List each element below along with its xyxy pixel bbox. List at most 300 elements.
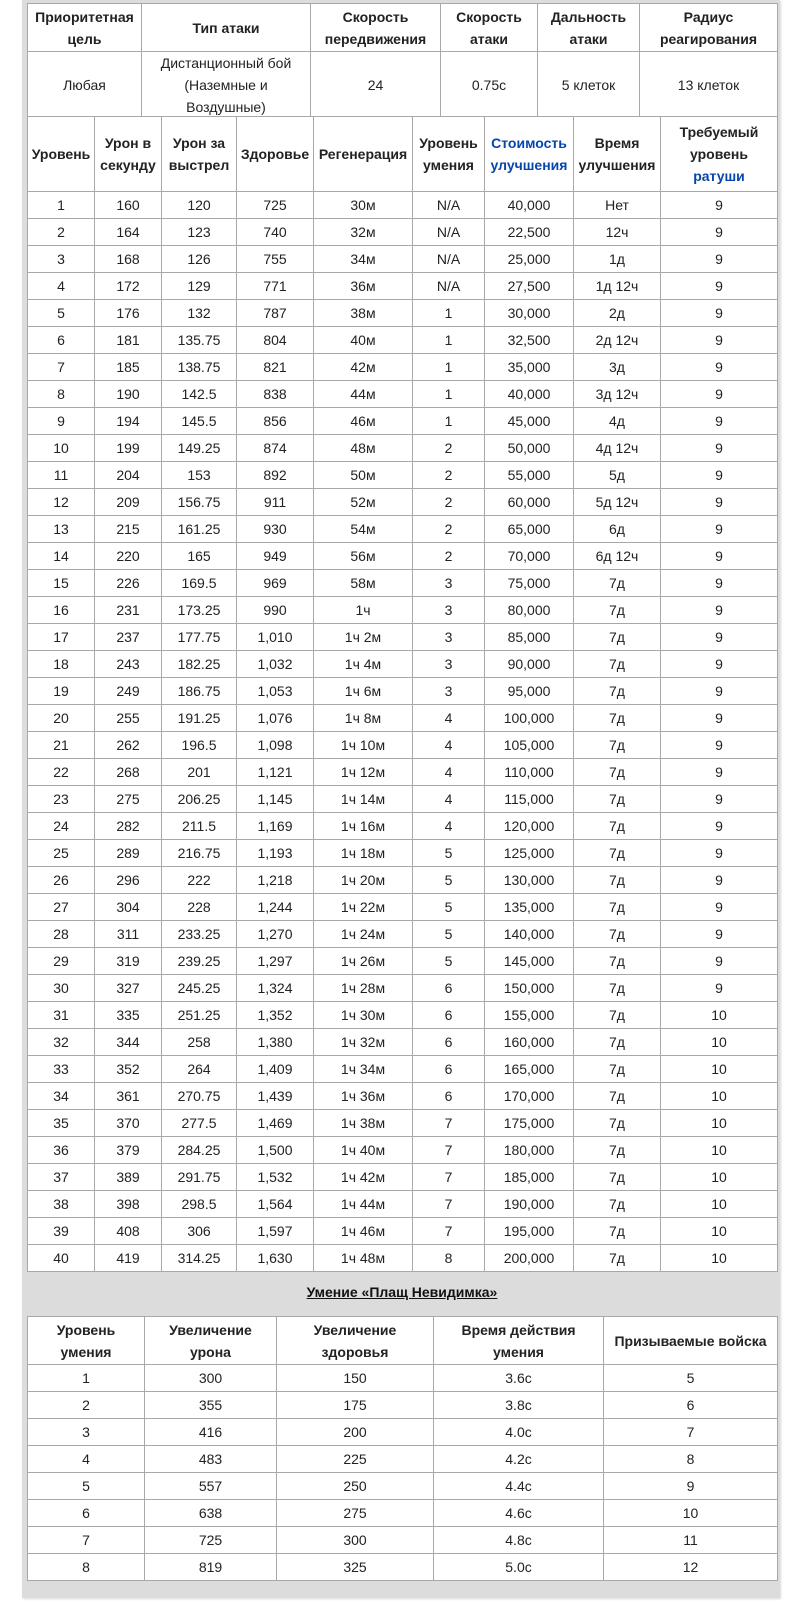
table-cell: 228 [162, 894, 237, 921]
table-cell: 9 [661, 435, 778, 462]
table-cell: 5 [413, 840, 485, 867]
table-cell: 215 [95, 516, 162, 543]
skill-body [28, 1365, 778, 1581]
table-cell: 9 [661, 273, 778, 300]
table-cell: 149.25 [162, 435, 237, 462]
table-cell: 6 [413, 1056, 485, 1083]
table-cell: 408 [95, 1218, 162, 1245]
table-cell: 9 [661, 894, 778, 921]
table-cell: 20 [28, 705, 95, 732]
table-cell: 1,532 [237, 1164, 314, 1191]
table-cell: 129 [162, 273, 237, 300]
table-cell: 14 [28, 543, 95, 570]
table-cell: 160 [95, 192, 162, 219]
table-cell: 4 [413, 813, 485, 840]
table-cell: 5 [413, 921, 485, 948]
table-cell: 10 [28, 435, 95, 462]
table-cell: 173.25 [162, 597, 237, 624]
table-cell: 85,000 [485, 624, 574, 651]
table-cell: 638 [145, 1500, 277, 1527]
table-cell: 22,500 [485, 219, 574, 246]
table-cell: 1ч 30м [314, 1002, 413, 1029]
table-cell: 7д [574, 1245, 661, 1272]
table-cell: 5 [28, 1473, 145, 1500]
table-cell: 7 [604, 1419, 778, 1446]
table-cell: 3 [413, 624, 485, 651]
table-cell: 1,439 [237, 1083, 314, 1110]
table-cell: 18 [28, 651, 95, 678]
table-cell: 123 [162, 219, 237, 246]
skill-header-level: Уровень умения [28, 1317, 145, 1365]
table-cell: 4.8с [434, 1527, 604, 1554]
table-cell: 10 [661, 1056, 778, 1083]
table-cell: 4 [413, 732, 485, 759]
table-cell: 39 [28, 1218, 95, 1245]
table-cell: 9 [661, 246, 778, 273]
table-cell: 2 [413, 543, 485, 570]
table-cell: 9 [661, 381, 778, 408]
table-cell: 9 [661, 354, 778, 381]
table-cell: 7 [28, 354, 95, 381]
table-cell: 1,145 [237, 786, 314, 813]
table-cell: 296 [95, 867, 162, 894]
table-row [28, 759, 778, 786]
table-cell: 9 [661, 462, 778, 489]
table-cell: 226 [95, 570, 162, 597]
table-row [28, 354, 778, 381]
table-cell: 8 [413, 1245, 485, 1272]
table-cell: 3.6с [434, 1365, 604, 1392]
table-cell: 7д [574, 570, 661, 597]
table-cell: 9 [661, 813, 778, 840]
table-cell: 180,000 [485, 1137, 574, 1164]
table-row [28, 1527, 778, 1554]
table-cell: 12 [28, 489, 95, 516]
table-cell: 24 [28, 813, 95, 840]
table-cell: 145,000 [485, 948, 574, 975]
table-cell: 9 [661, 516, 778, 543]
table-cell: 7д [574, 705, 661, 732]
table-cell: 32м [314, 219, 413, 246]
table-cell: 35,000 [485, 354, 574, 381]
table-cell: 12ч [574, 219, 661, 246]
table-cell: 95,000 [485, 678, 574, 705]
table-row [28, 624, 778, 651]
table-cell: 9 [661, 408, 778, 435]
table-cell: 6 [28, 1500, 145, 1527]
table-cell: 5 [28, 300, 95, 327]
table-cell: 40,000 [485, 192, 574, 219]
table-cell: 10 [661, 1137, 778, 1164]
table-cell: 3д [574, 354, 661, 381]
header-level: Уровень [28, 117, 95, 192]
table-cell: 32 [28, 1029, 95, 1056]
table-cell: 282 [95, 813, 162, 840]
table-cell: 37 [28, 1164, 95, 1191]
table-cell: 21 [28, 732, 95, 759]
table-row [28, 1392, 778, 1419]
table-row [28, 246, 778, 273]
table-cell: 90,000 [485, 651, 574, 678]
table-cell: 277.5 [162, 1110, 237, 1137]
table-cell: 4 [28, 273, 95, 300]
table-cell: Нет [574, 192, 661, 219]
table-cell: 126 [162, 246, 237, 273]
info-value-row [28, 52, 778, 119]
table-cell: 1,218 [237, 867, 314, 894]
table-cell: 233.25 [162, 921, 237, 948]
table-cell: 821 [237, 354, 314, 381]
table-row [28, 327, 778, 354]
table-cell: 9 [661, 759, 778, 786]
table-cell: 29 [28, 948, 95, 975]
table-row [28, 1110, 778, 1137]
table-cell: 7д [574, 651, 661, 678]
content-panel [22, 0, 780, 1598]
table-cell: 969 [237, 570, 314, 597]
table-cell: 191.25 [162, 705, 237, 732]
table-row [28, 1056, 778, 1083]
table-cell: 120,000 [485, 813, 574, 840]
table-cell: 40,000 [485, 381, 574, 408]
table-row [28, 840, 778, 867]
table-cell: 7д [574, 840, 661, 867]
table-cell: 9 [661, 678, 778, 705]
table-cell: 7 [413, 1218, 485, 1245]
table-cell: 7 [413, 1137, 485, 1164]
table-cell: 311 [95, 921, 162, 948]
info-attack-speed: 0.75с [441, 52, 538, 119]
table-cell: 30 [28, 975, 95, 1002]
table-cell: 3.8с [434, 1392, 604, 1419]
table-cell: 9 [661, 840, 778, 867]
table-cell: 7д [574, 1029, 661, 1056]
table-row [28, 1554, 778, 1581]
table-cell: 48м [314, 435, 413, 462]
skill-title: Умение «Плащ Невидимка» [306, 1284, 498, 1300]
table-cell: 398 [95, 1191, 162, 1218]
table-cell: 1 [413, 354, 485, 381]
table-cell: 7д [574, 732, 661, 759]
table-cell: 115,000 [485, 786, 574, 813]
table-cell: 258 [162, 1029, 237, 1056]
table-cell: 7д [574, 1083, 661, 1110]
table-row [28, 543, 778, 570]
table-cell: 1ч 12м [314, 759, 413, 786]
table-cell: 4 [413, 759, 485, 786]
table-cell: 135,000 [485, 894, 574, 921]
table-cell: 70,000 [485, 543, 574, 570]
table-cell: 25,000 [485, 246, 574, 273]
table-cell: 34м [314, 246, 413, 273]
table-cell: 771 [237, 273, 314, 300]
table-cell: 1 [28, 1365, 145, 1392]
table-cell: 2 [28, 219, 95, 246]
table-row [28, 219, 778, 246]
table-cell: 9 [661, 705, 778, 732]
table-cell: 177.75 [162, 624, 237, 651]
table-cell: 1ч 42м [314, 1164, 413, 1191]
table-cell: 856 [237, 408, 314, 435]
table-cell: 7д [574, 1056, 661, 1083]
table-cell: 150,000 [485, 975, 574, 1002]
info-header-search-radius: Радиус реагирования [640, 4, 778, 52]
table-cell: 819 [145, 1554, 277, 1581]
table-cell: 10 [604, 1500, 778, 1527]
table-cell: 1,098 [237, 732, 314, 759]
table-cell: 165 [162, 543, 237, 570]
table-cell: 44м [314, 381, 413, 408]
table-cell: 36 [28, 1137, 95, 1164]
table-cell: 3д 12ч [574, 381, 661, 408]
table-cell: 7д [574, 624, 661, 651]
header-regeneration: Регенерация [314, 117, 413, 192]
table-cell: 1,597 [237, 1218, 314, 1245]
table-cell: 172 [95, 273, 162, 300]
table-cell: 6д 12ч [574, 543, 661, 570]
table-cell: 80,000 [485, 597, 574, 624]
table-cell: 1ч 36м [314, 1083, 413, 1110]
table-cell: 23 [28, 786, 95, 813]
table-cell: 138.75 [162, 354, 237, 381]
table-cell: 255 [95, 705, 162, 732]
table-cell: 10 [661, 1083, 778, 1110]
table-cell: 270.75 [162, 1083, 237, 1110]
table-cell: 9 [661, 948, 778, 975]
table-cell: 1ч 40м [314, 1137, 413, 1164]
table-cell: 5 [413, 894, 485, 921]
table-cell: 1,193 [237, 840, 314, 867]
table-cell: 27,500 [485, 273, 574, 300]
table-cell: 165,000 [485, 1056, 574, 1083]
table-cell: 7д [574, 921, 661, 948]
table-cell: 1,409 [237, 1056, 314, 1083]
table-cell: 1 [413, 381, 485, 408]
skill-header-duration: Время действия умения [434, 1317, 604, 1365]
table-row [28, 1164, 778, 1191]
table-cell: 1ч 14м [314, 786, 413, 813]
table-row [28, 408, 778, 435]
info-header-attack-range: Дальность атаки [538, 4, 640, 52]
table-cell: 7д [574, 678, 661, 705]
table-cell: 16 [28, 597, 95, 624]
table-cell: 194 [95, 408, 162, 435]
table-cell: 419 [95, 1245, 162, 1272]
table-cell: 1,010 [237, 624, 314, 651]
table-cell: 36м [314, 273, 413, 300]
table-cell: 740 [237, 219, 314, 246]
table-cell: 249 [95, 678, 162, 705]
table-cell: 30,000 [485, 300, 574, 327]
table-cell: 11 [604, 1527, 778, 1554]
table-cell: 4.4с [434, 1473, 604, 1500]
info-header-movement-speed: Скорость передвижения [311, 4, 441, 52]
table-cell: 1ч 4м [314, 651, 413, 678]
table-cell: 1ч 44м [314, 1191, 413, 1218]
table-cell: 7д [574, 1002, 661, 1029]
table-cell: 6 [413, 1029, 485, 1056]
table-cell: 1,352 [237, 1002, 314, 1029]
table-cell: 220 [95, 543, 162, 570]
table-cell: 2 [413, 516, 485, 543]
table-cell: 1,169 [237, 813, 314, 840]
skill-header-damage-increase: Увеличение урона [145, 1317, 277, 1365]
table-cell: 6 [413, 975, 485, 1002]
table-cell: 1 [28, 192, 95, 219]
table-cell: 7 [413, 1191, 485, 1218]
levels-body [28, 192, 778, 1272]
table-cell: 1ч 38м [314, 1110, 413, 1137]
skill-header-summoned-troops: Призываемые войска [604, 1317, 778, 1365]
table-cell: 8 [28, 381, 95, 408]
table-cell: 7д [574, 867, 661, 894]
table-row [28, 867, 778, 894]
table-cell: 6д [574, 516, 661, 543]
table-cell: 175 [277, 1392, 434, 1419]
table-cell: 58м [314, 570, 413, 597]
table-row [28, 489, 778, 516]
table-cell: 6 [413, 1083, 485, 1110]
table-row [28, 678, 778, 705]
table-cell: 2д 12ч [574, 327, 661, 354]
table-cell: 325 [277, 1554, 434, 1581]
table-cell: 2 [413, 489, 485, 516]
table-cell: 25 [28, 840, 95, 867]
table-row [28, 1137, 778, 1164]
table-cell: 12 [604, 1554, 778, 1581]
table-cell: 1ч 22м [314, 894, 413, 921]
table-cell: 40м [314, 327, 413, 354]
table-cell: 3 [413, 570, 485, 597]
table-cell: 10 [661, 1218, 778, 1245]
table-cell: 1ч 24м [314, 921, 413, 948]
table-cell: 10 [661, 1029, 778, 1056]
table-cell: 211.5 [162, 813, 237, 840]
info-header-row [28, 4, 778, 52]
table-cell: 7д [574, 1164, 661, 1191]
table-cell: 1,076 [237, 705, 314, 732]
table-cell: 725 [237, 192, 314, 219]
table-cell: 7д [574, 786, 661, 813]
info-search-radius: 13 клеток [640, 52, 778, 119]
table-cell: 50м [314, 462, 413, 489]
table-cell: 3 [413, 597, 485, 624]
table-cell: 130,000 [485, 867, 574, 894]
table-cell: 370 [95, 1110, 162, 1137]
table-cell: 874 [237, 435, 314, 462]
table-cell: 27 [28, 894, 95, 921]
table-cell: 55,000 [485, 462, 574, 489]
table-cell: 42м [314, 354, 413, 381]
table-cell: 1,564 [237, 1191, 314, 1218]
table-cell: 9 [661, 624, 778, 651]
table-cell: 7д [574, 1218, 661, 1245]
table-cell: 9 [661, 489, 778, 516]
table-cell: 190 [95, 381, 162, 408]
table-cell: 28 [28, 921, 95, 948]
table-cell: 1ч 26м [314, 948, 413, 975]
table-cell: 5 [604, 1365, 778, 1392]
table-cell: 9 [661, 327, 778, 354]
info-header-attack-speed: Скорость атаки [441, 4, 538, 52]
table-cell: 1ч 34м [314, 1056, 413, 1083]
table-cell: 45,000 [485, 408, 574, 435]
table-cell: 300 [277, 1527, 434, 1554]
table-cell: 10 [661, 1191, 778, 1218]
table-row [28, 381, 778, 408]
table-cell: 50,000 [485, 435, 574, 462]
table-cell: 6 [28, 327, 95, 354]
table-cell: 4д 12ч [574, 435, 661, 462]
table-cell: 164 [95, 219, 162, 246]
table-cell: 275 [95, 786, 162, 813]
table-cell: 38 [28, 1191, 95, 1218]
table-cell: 4.6с [434, 1500, 604, 1527]
table-cell: 120 [162, 192, 237, 219]
table-cell: 125,000 [485, 840, 574, 867]
table-cell: 1,270 [237, 921, 314, 948]
table-cell: 1,630 [237, 1245, 314, 1272]
table-cell: 268 [95, 759, 162, 786]
table-cell: 199 [95, 435, 162, 462]
table-cell: 5д 12ч [574, 489, 661, 516]
table-cell: 9 [661, 219, 778, 246]
table-cell: 291.75 [162, 1164, 237, 1191]
table-cell: 222 [162, 867, 237, 894]
table-cell: 930 [237, 516, 314, 543]
table-cell: 306 [162, 1218, 237, 1245]
table-cell: 56м [314, 543, 413, 570]
table-cell: 275 [277, 1500, 434, 1527]
table-cell: 2д [574, 300, 661, 327]
table-cell: 153 [162, 462, 237, 489]
table-cell: 7 [28, 1527, 145, 1554]
table-cell: 35 [28, 1110, 95, 1137]
table-cell: 7д [574, 813, 661, 840]
table-cell: N/A [413, 273, 485, 300]
table-cell: 155,000 [485, 1002, 574, 1029]
table-cell: 17 [28, 624, 95, 651]
table-cell: 327 [95, 975, 162, 1002]
table-cell: 54м [314, 516, 413, 543]
table-row [28, 732, 778, 759]
table-row [28, 462, 778, 489]
table-cell: 4 [28, 1446, 145, 1473]
info-attack-type: Дистанционный бой (Наземные и Воздушные) [142, 52, 311, 119]
table-row [28, 1218, 778, 1245]
table-cell: 298.5 [162, 1191, 237, 1218]
table-cell: 1,324 [237, 975, 314, 1002]
table-cell: 7д [574, 1137, 661, 1164]
table-cell: 7д [574, 597, 661, 624]
table-cell: 190,000 [485, 1191, 574, 1218]
table-cell: 355 [145, 1392, 277, 1419]
table-cell: 38м [314, 300, 413, 327]
table-cell: 31 [28, 1002, 95, 1029]
table-row [28, 1446, 778, 1473]
table-cell: 1ч 46м [314, 1218, 413, 1245]
townhall-link[interactable]: ратуши [693, 168, 745, 184]
table-cell: 1ч 18м [314, 840, 413, 867]
table-cell: 225 [277, 1446, 434, 1473]
table-row [28, 1191, 778, 1218]
table-cell: 142.5 [162, 381, 237, 408]
table-row [28, 570, 778, 597]
table-cell: 145.5 [162, 408, 237, 435]
table-cell: N/A [413, 246, 485, 273]
table-cell: 1,121 [237, 759, 314, 786]
header-upgrade-cost-link[interactable]: Стоимость улучшения [485, 117, 574, 192]
